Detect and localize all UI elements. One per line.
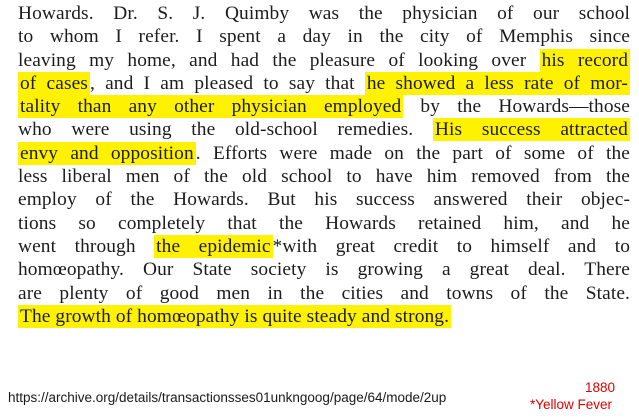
text-segment: who were using the old-school remedies. xyxy=(18,119,433,141)
text-segment: by the Howards—those xyxy=(403,96,630,118)
text-segment: . Efforts were made on the part of some of the xyxy=(195,142,630,164)
text-line xyxy=(18,188,630,211)
year-annotation: 1880 xyxy=(585,380,616,395)
text-segment: to whom I refer. I spent a day in the city of Memphis since xyxy=(18,26,630,48)
text-line xyxy=(18,258,630,281)
text-line xyxy=(18,235,630,258)
highlighted-text: The growth of homœopathy is quite steady and strong. xyxy=(20,305,450,327)
text-line xyxy=(18,305,630,328)
text-line xyxy=(18,282,630,305)
text-line xyxy=(18,49,630,72)
text-segment: are plenty of good men in the cities and towns of the State. xyxy=(18,282,630,304)
text-segment: homœopathy. Our State society is growing a great deal. There xyxy=(18,259,630,281)
text-line xyxy=(18,72,630,95)
highlighted-text: his record xyxy=(541,49,628,71)
highlighted-text: he showed a less rate of mor- xyxy=(366,72,628,94)
text-segment: *with great credit to himself and to xyxy=(272,235,630,257)
highlighted-text: the epidemic xyxy=(156,235,271,257)
text-line xyxy=(18,212,630,235)
text-line xyxy=(18,2,630,25)
text-segment: employ of the Howards. But his success answered their objec- xyxy=(18,189,630,211)
source-url: https://archive.org/details/transactionsses01unkngoog/page/64/mode/2up xyxy=(8,390,447,405)
highlighted-text: envy and opposition xyxy=(20,142,194,164)
text-segment: tions so completely that the Howards retained him, and he xyxy=(18,212,630,234)
text-line xyxy=(18,95,630,118)
text-line xyxy=(18,142,630,165)
highlighted-text: tality than any other physician employed xyxy=(20,96,402,118)
highlighted-text: His success attracted xyxy=(434,119,628,141)
text-line xyxy=(18,25,630,48)
document-text xyxy=(18,2,630,328)
text-line xyxy=(18,118,630,141)
text-segment: less liberal men of the old school to have him removed from the xyxy=(18,166,630,188)
footnote-annotation: *Yellow Fever xyxy=(530,397,613,412)
text-line xyxy=(18,165,630,188)
text-segment: , and I am pleased to say that xyxy=(89,72,365,94)
text-segment: went through xyxy=(18,235,155,257)
text-segment: leaving my home, and had the pleasure of looking over xyxy=(18,49,540,71)
text-segment: Howards. Dr. S. J. Quimby was the physician of our school xyxy=(18,3,630,24)
highlighted-text: of cases xyxy=(20,72,88,94)
